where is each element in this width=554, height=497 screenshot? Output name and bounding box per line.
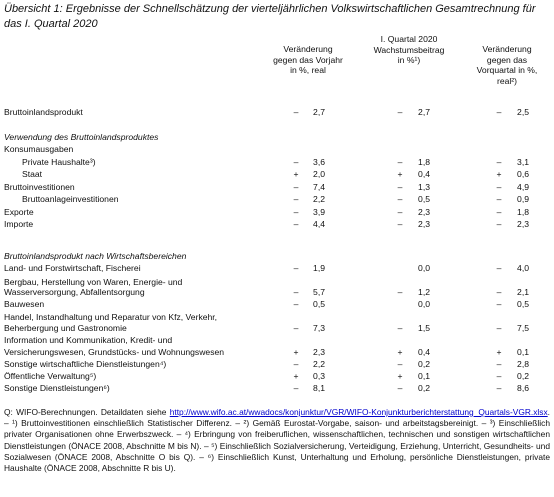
- table-row: [0, 370, 554, 382]
- value-cell: 0,1: [418, 371, 430, 381]
- value-cell: 7,4: [313, 182, 325, 192]
- value-sign: –: [496, 359, 502, 369]
- value-cell: 2,5: [517, 107, 529, 117]
- value-cell: 4,4: [313, 219, 325, 229]
- value-sign: –: [496, 219, 502, 229]
- value-cell: 8,1: [313, 383, 325, 393]
- table-row: [0, 206, 554, 218]
- value-sign: +: [397, 347, 403, 357]
- value-cell: 0,5: [313, 299, 325, 309]
- value-cell: 1,5: [418, 323, 430, 333]
- table-row: [0, 218, 554, 230]
- value-cell: 0,2: [418, 383, 430, 393]
- value-cell: 7,3: [313, 323, 325, 333]
- row-label: Sonstige Dienstleistungen⁶): [4, 383, 110, 393]
- value-sign: –: [496, 207, 502, 217]
- row-label: Bruttoinlandsprodukt nach Wirtschaftsbereichen: [4, 251, 187, 261]
- table-row: [0, 193, 554, 205]
- row-label: Wasserversorgung, Abfallentsorgung: [4, 287, 145, 297]
- value-sign: +: [293, 371, 299, 381]
- row-label: Konsumausgaben: [4, 144, 74, 154]
- value-sign: +: [496, 347, 502, 357]
- value-cell: 2,7: [313, 107, 325, 117]
- table-row: [0, 156, 554, 168]
- value-sign: –: [397, 383, 403, 393]
- value-sign: –: [397, 219, 403, 229]
- value-sign: –: [293, 323, 299, 333]
- value-sign: –: [293, 263, 299, 273]
- value-sign: –: [397, 157, 403, 167]
- value-cell: 3,1: [517, 157, 529, 167]
- row-label: Staat: [22, 169, 43, 179]
- table-row: [0, 346, 554, 358]
- value-sign: –: [496, 299, 502, 309]
- row-label: Bergbau, Herstellung von Waren, Energie- und: [4, 277, 183, 287]
- value-cell: 2,1: [517, 287, 529, 297]
- value-cell: 0,5: [517, 299, 529, 309]
- value-cell: 2,8: [517, 359, 529, 369]
- row-label: Öffentliche Verwaltung⁵): [4, 371, 97, 381]
- value-sign: +: [293, 169, 299, 179]
- value-cell: 0,6: [517, 169, 529, 179]
- value-sign: –: [293, 299, 299, 309]
- value-cell: 3,6: [313, 157, 325, 167]
- row-label: Beherbergung und Gastronomie: [4, 323, 127, 333]
- table-row: [0, 143, 554, 155]
- value-sign: –: [397, 323, 403, 333]
- column-header-yoy: Veränderung gegen das Vorjahr in %, real: [273, 44, 343, 75]
- row-label: Bauwesen: [4, 299, 45, 309]
- value-sign: –: [293, 182, 299, 192]
- value-cell: 0,9: [517, 194, 529, 204]
- value-cell: 1,3: [418, 182, 430, 192]
- table-row: [0, 181, 554, 193]
- value-sign: –: [496, 371, 502, 381]
- value-cell: 0,3: [313, 371, 325, 381]
- value-cell: 5,7: [313, 287, 325, 297]
- value-cell: 1,2: [418, 287, 430, 297]
- value-sign: –: [293, 194, 299, 204]
- value-sign: –: [293, 359, 299, 369]
- table-row: [0, 358, 554, 370]
- value-sign: –: [397, 182, 403, 192]
- value-cell: 2,2: [313, 194, 325, 204]
- column-header-qoq: Veränderung gegen das Vorquartal in %, real²): [476, 44, 538, 86]
- value-cell: 2,3: [517, 219, 529, 229]
- value-cell: 2,3: [313, 347, 325, 357]
- table-row: [0, 334, 554, 346]
- footnote: [4, 407, 550, 474]
- value-cell: 0,0: [418, 263, 430, 273]
- page-title: Übersicht 1: Ergebnisse der Schnellschätzung der vierteljährlichen Volkswirtschaftlichen Gesamtrechnung für das I. Quartal 2020: [4, 3, 536, 30]
- row-label: Verwendung des Bruttoinlandsproduktes: [4, 132, 159, 142]
- value-sign: +: [496, 169, 502, 179]
- table-row: [0, 298, 554, 310]
- value-cell: 0,2: [517, 371, 529, 381]
- row-label: Bruttoanlageinvestitionen: [22, 194, 119, 204]
- value-sign: –: [293, 287, 299, 297]
- value-sign: –: [293, 207, 299, 217]
- value-sign: –: [397, 107, 403, 117]
- value-sign: –: [293, 107, 299, 117]
- value-cell: 3,9: [313, 207, 325, 217]
- table-row: [0, 322, 554, 334]
- row-label: Versicherungswesen, Grundstücks- und Wohnungswesen: [4, 347, 225, 357]
- column-header-contribution: I. Quartal 2020 Wachstumsbeitrag in %¹): [373, 34, 445, 65]
- value-cell: 2,7: [418, 107, 430, 117]
- value-sign: –: [496, 182, 502, 192]
- row-label: Information und Kommunikation, Kredit- und: [4, 335, 173, 345]
- row-label: Sonstige wirtschaftliche Dienstleistungen⁴): [4, 359, 167, 369]
- value-sign: –: [397, 287, 403, 297]
- section-heading: [0, 250, 554, 262]
- table-row: [0, 168, 554, 180]
- row-label: Bruttoinlandsprodukt: [4, 107, 83, 117]
- value-cell: 0,4: [418, 169, 430, 179]
- data-link[interactable]: http://www.wifo.ac.at/wwadocs/konjunktur/VGR/WIFO-Konjunkturberichterstattung_Quartals-VGR.xlsx: [169, 407, 548, 417]
- value-cell: 2,3: [418, 207, 430, 217]
- row-label: Bruttoinvestitionen: [4, 182, 75, 192]
- value-sign: –: [397, 207, 403, 217]
- value-sign: –: [496, 383, 502, 393]
- row-label: Importe: [4, 219, 34, 229]
- value-sign: –: [293, 383, 299, 393]
- value-cell: 4,9: [517, 182, 529, 192]
- value-sign: –: [397, 359, 403, 369]
- value-cell: 8,6: [517, 383, 529, 393]
- row-label: Exporte: [4, 207, 34, 217]
- table-row: [0, 262, 554, 274]
- value-sign: –: [293, 157, 299, 167]
- value-cell: 0,4: [418, 347, 430, 357]
- footnote-source: Q: WIFO-Berechnungen. Detaildaten siehe: [4, 407, 170, 417]
- row-label: Private Haushalte³): [22, 157, 96, 167]
- row-label: Handel, Instandhaltung und Reparatur von Kfz, Verkehr,: [4, 312, 218, 322]
- value-sign: –: [496, 107, 502, 117]
- value-cell: 2,2: [313, 359, 325, 369]
- value-cell: 0,1: [517, 347, 529, 357]
- value-sign: +: [397, 371, 403, 381]
- value-cell: 2,0: [313, 169, 325, 179]
- value-sign: –: [293, 219, 299, 229]
- value-cell: 7,5: [517, 323, 529, 333]
- value-sign: –: [496, 157, 502, 167]
- value-cell: 0,5: [418, 194, 430, 204]
- value-sign: –: [496, 323, 502, 333]
- value-cell: 1,8: [418, 157, 430, 167]
- value-sign: +: [293, 347, 299, 357]
- table-row: [0, 106, 554, 118]
- value-sign: –: [496, 263, 502, 273]
- footnote-text: . – ¹) Bruttoinvestitionen einschließlich Statistischer Differenz. – ²) Gemäß Eurostat-Vorgabe, saison- und arbeitstagsbereinigt. – ³) Einschließlich privater Organisationen ohne Erwerbszweck. – ⁴) Erbringung von freiberuflichen, wissenschaftlichen, technischen und sonstigen wirtschaftlichen Dienstleistungen (ÖNACE 2008, Abschnitte M bis N). – ⁵) Einschließlich Sozialversicherung, Verteidigung, Erziehung, Unterricht, Gesundheits- und Sozialwesen (ÖNACE 2008, Abschnitte O bis Q). – ⁶) Einschließlich Kunst, Unterhaltung und Erholung, persönliche Dienstleistungen, private Haushalte (ÖNACE 2008, Abschnitte R bis U).: [4, 407, 550, 474]
- value-cell: 2,3: [418, 219, 430, 229]
- table-row: [0, 286, 554, 298]
- section-heading: [0, 131, 554, 143]
- value-cell: 4,0: [517, 263, 529, 273]
- value-sign: –: [496, 194, 502, 204]
- value-cell: 0,2: [418, 359, 430, 369]
- value-cell: 1,9: [313, 263, 325, 273]
- table-row: [0, 382, 554, 394]
- value-sign: –: [496, 287, 502, 297]
- value-cell: 0,0: [418, 299, 430, 309]
- row-label: Land- und Forstwirtschaft, Fischerei: [4, 263, 141, 273]
- value-sign: +: [397, 169, 403, 179]
- value-sign: –: [397, 194, 403, 204]
- value-cell: 1,8: [517, 207, 529, 217]
